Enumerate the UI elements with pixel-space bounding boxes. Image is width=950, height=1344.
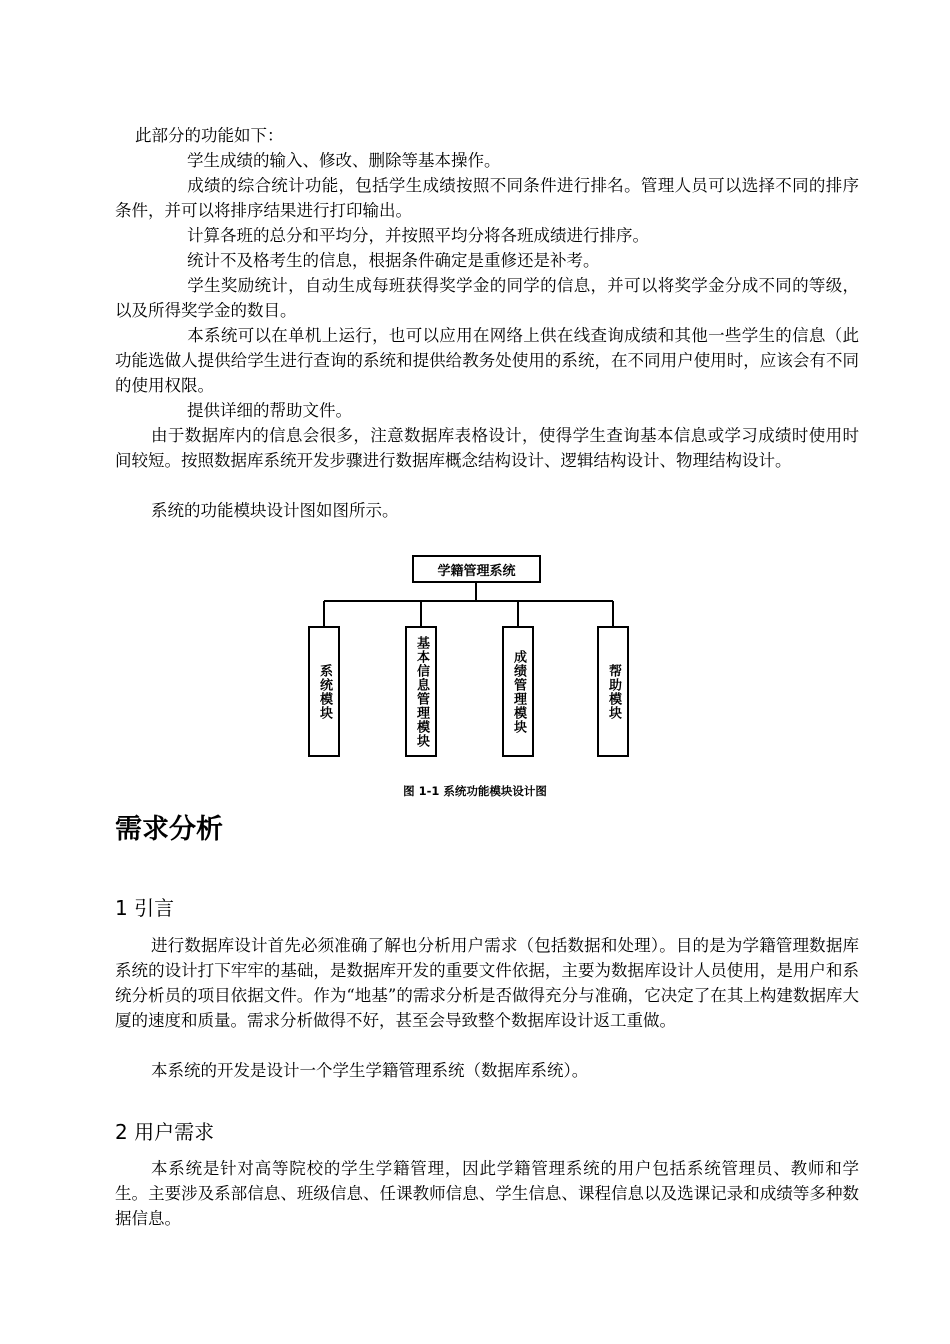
bullet-item-4 (115, 248, 859, 273)
root-module-label: 学籍管理系统 (437, 563, 516, 579)
bullet-item-7 (115, 398, 859, 423)
bullet-item-2 (115, 173, 859, 223)
section-title-user-requirements: 2 用户需求 (115, 1120, 215, 1144)
module-label: 帮助模块 (606, 663, 621, 720)
bullet-item-1 (115, 148, 859, 173)
user-requirements-paragraph: 本系统是针对高等院校的学生学籍管理，因此学籍管理系统的用户包括系统管理员、教师和学生。主要涉及系部信息、班级信息、任课教师信息、学生信息、课程信息以及选课记录和成绩等多种数据信息。 (115, 1159, 859, 1228)
heading-requirements-analysis: 需求分析 (115, 814, 223, 845)
section-title-introduction: 1 引言 (115, 896, 175, 920)
root-module-box (412, 555, 541, 583)
module-box-grades (502, 626, 534, 757)
figure-intro-paragraph: 系统的功能模块设计图如图所示。 (151, 501, 399, 520)
bullet-item-5 (115, 273, 859, 323)
module-label: 成绩管理模块 (511, 649, 526, 734)
bullet-item-3 (115, 223, 859, 248)
module-box-basic-info (405, 626, 437, 757)
bullet-text: 学生成绩的输入、修改、删除等基本操作。 (187, 151, 501, 170)
module-diagram (300, 548, 640, 762)
bullet-text: 统计不及格考生的信息，根据条件确定是重修还是补考。 (187, 251, 600, 270)
module-label: 基本信息管理模块 (414, 635, 429, 748)
bullet-text: 成绩的综合统计功能，包括学生成绩按照不同条件进行排名。管理人员可以选择不同的排序条件，并可以将排序结果进行打印输出。 (115, 176, 859, 220)
figure-caption: 图 1-1 系统功能模块设计图 (403, 784, 547, 798)
introduction-paragraph-2: 本系统的开发是设计一个学生学籍管理系统（数据库系统）。 (151, 1061, 589, 1080)
bullet-text: 本系统可以在单机上运行，也可以应用在网络上供在线查询成绩和其他一些学生的信息（此功能选做人提供给学生进行查询的系统和提供给教务处使用的系统，在不同用户使用时，应该会有不同的使用权限。 (115, 326, 859, 395)
bullet-text: 学生奖励统计，自动生成每班获得奖学金的同学的信息，并可以将奖学金分成不同的等级，以及所得奖学金的数目。 (115, 276, 859, 320)
bullet-text: 计算各班的总分和平均分，并按照平均分将各班成绩进行排序。 (187, 226, 649, 245)
module-box-help (597, 626, 629, 757)
db-design-paragraph: 由于数据库内的信息会很多，注意数据库表格设计，使得学生查询基本信息或学习成绩时使用时间较短。按照数据库系统开发步骤进行数据库概念结构设计、逻辑结构设计、物理结构设计。 (115, 426, 859, 470)
module-box-system (308, 626, 340, 757)
module-label: 系统模块 (317, 663, 332, 720)
bullet-text: 提供详细的帮助文件。 (187, 401, 352, 420)
introduction-paragraph-1: 进行数据库设计首先必须准确了解也分析用户需求（包括数据和处理）。目的是为学籍管理数据库系统的设计打下牢牢的基础，是数据库开发的重要文件依据，主要为数据库设计人员使用，是用户和系统分析员的项目依据文件。作为“地基”的需求分析是否做得充分与准确，它决定了在其上构建数据库大厦的速度和质量。需求分析做得不好，甚至会导致整个数据库设计返工重做。 (115, 936, 859, 1030)
bullet-item-6 (115, 323, 859, 398)
intro-text: 此部分的功能如下： (135, 126, 284, 145)
